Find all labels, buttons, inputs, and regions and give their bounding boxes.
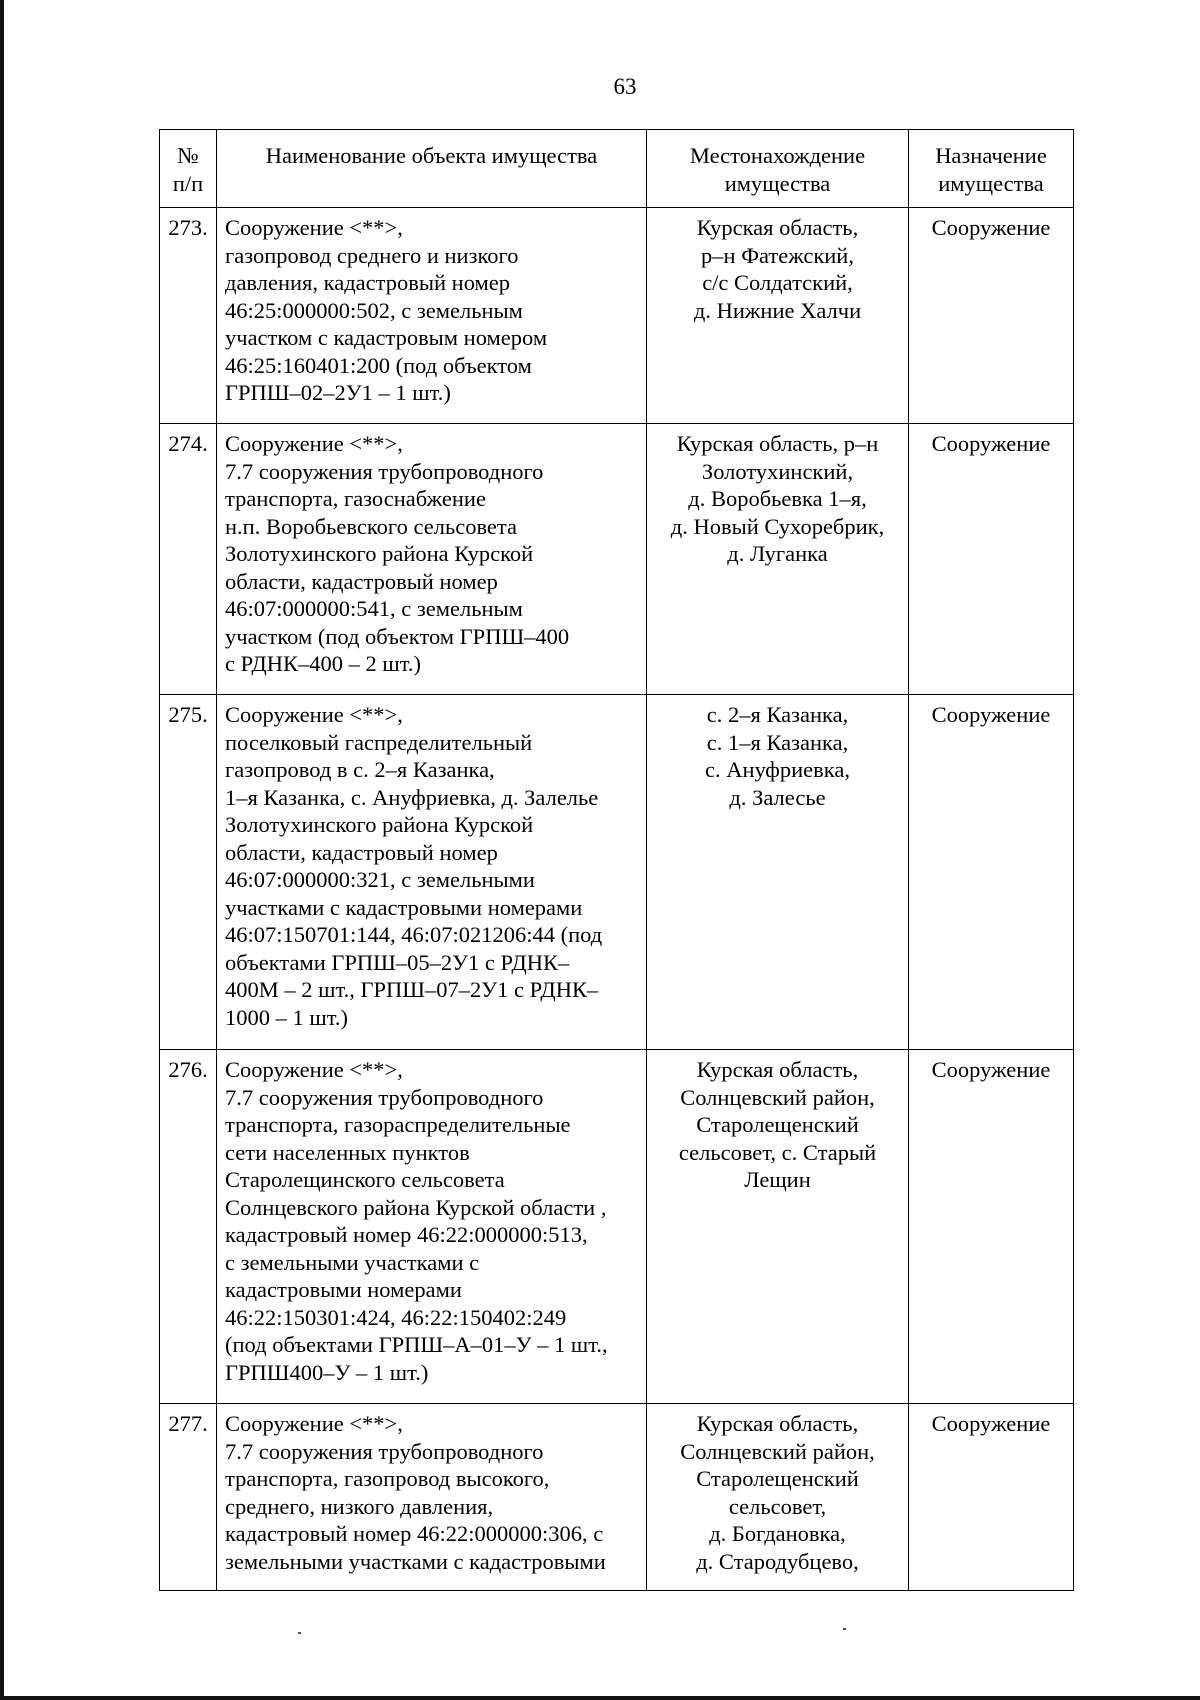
- header-property-name: Наименование объекта имущества: [217, 130, 647, 208]
- property-location: Курская область, р–н Фатежский, с/с Солдатский, д. Нижние Халчи: [647, 208, 909, 424]
- scan-speck: [843, 1628, 846, 1630]
- property-purpose: Сооружение: [909, 695, 1074, 1050]
- scan-edge-bottom: [0, 1696, 1200, 1700]
- property-purpose: Сооружение: [909, 424, 1074, 695]
- property-location: Курская область, Солнцевский район, Старолещенский сельсовет, д. Богдановка, д. Стародубцево,: [647, 1404, 909, 1591]
- row-number: 275.: [160, 695, 217, 1050]
- table-header-row: [160, 130, 1074, 208]
- table-row: [160, 424, 1074, 695]
- row-number: 277.: [160, 1404, 217, 1591]
- table-row: [160, 208, 1074, 424]
- property-purpose: Сооружение: [909, 208, 1074, 424]
- property-location: с. 2–я Казанка, с. 1–я Казанка, с. Ануфриевка, д. Залесье: [647, 695, 909, 1050]
- property-table: [159, 129, 1074, 1591]
- property-purpose: Сооружение: [909, 1404, 1074, 1591]
- row-number: 273.: [160, 208, 217, 424]
- property-location: Курская область, Солнцевский район, Старолещенский сельсовет, с. Старый Лещин: [647, 1050, 909, 1404]
- property-purpose: Сооружение: [909, 1050, 1074, 1404]
- header-number: № п/п: [160, 130, 217, 208]
- scan-edge-left: [0, 0, 4, 1700]
- table-row: [160, 1404, 1074, 1591]
- header-purpose: Назначение имущества: [909, 130, 1074, 208]
- scan-speck: [298, 1632, 301, 1634]
- page-number: 63: [613, 74, 637, 99]
- header-location: Местонахождение имущества: [647, 130, 909, 208]
- row-number: 274.: [160, 424, 217, 695]
- property-name: Сооружение <**>, 7.7 сооружения трубопроводного транспорта, газопровод высокого, среднего, низкого давления, кадастровый номер 46:22:000000:306, с земельными участками с кадастровыми: [217, 1404, 647, 1591]
- table-row: [160, 695, 1074, 1050]
- table-row: [160, 1050, 1074, 1404]
- property-name: Сооружение <**>, 7.7 сооружения трубопроводного транспорта, газораспределительные сети населенных пунктов Старолещинского сельсовета Солнцевского района Курской области , кадастровый номер 46:22:000000:513, с земельными участками с кадастровыми номерами 46:22:150301:424, 46:22:150402:249 (под объектами ГРПШ–А–01–У – 1 шт., ГРПШ400–У – 1 шт.): [217, 1050, 647, 1404]
- property-location: Курская область, р–н Золотухинский, д. Воробьевка 1–я, д. Новый Сухоребрик, д. Луганка: [647, 424, 909, 695]
- row-number: 276.: [160, 1050, 217, 1404]
- property-name: Сооружение <**>, поселковый гаспределительный газопровод в с. 2–я Казанка, 1–я Казанка, с. Ануфриевка, д. Залелье Золотухинского района Курской области, кадастровый номер 46:07:000000:321, с земельными участками с кадастровыми номерами 46:07:150701:144, 46:07:021206:44 (под объектами ГРПШ–05–2У1 с РДНК– 400М – 2 шт., ГРПШ–07–2У1 с РДНК– 1000 – 1 шт.): [217, 695, 647, 1050]
- property-name: Сооружение <**>, газопровод среднего и низкого давления, кадастровый номер 46:25:000000:502, с земельным участком с кадастровым номером 46:25:160401:200 (под объектом ГРПШ–02–2У1 – 1 шт.): [217, 208, 647, 424]
- property-name: Сооружение <**>, 7.7 сооружения трубопроводного транспорта, газоснабжение н.п. Воробьевского сельсовета Золотухинского района Курской области, кадастровый номер 46:07:000000:541, с земельным участком (под объектом ГРПШ–400 с РДНК–400 – 2 шт.): [217, 424, 647, 695]
